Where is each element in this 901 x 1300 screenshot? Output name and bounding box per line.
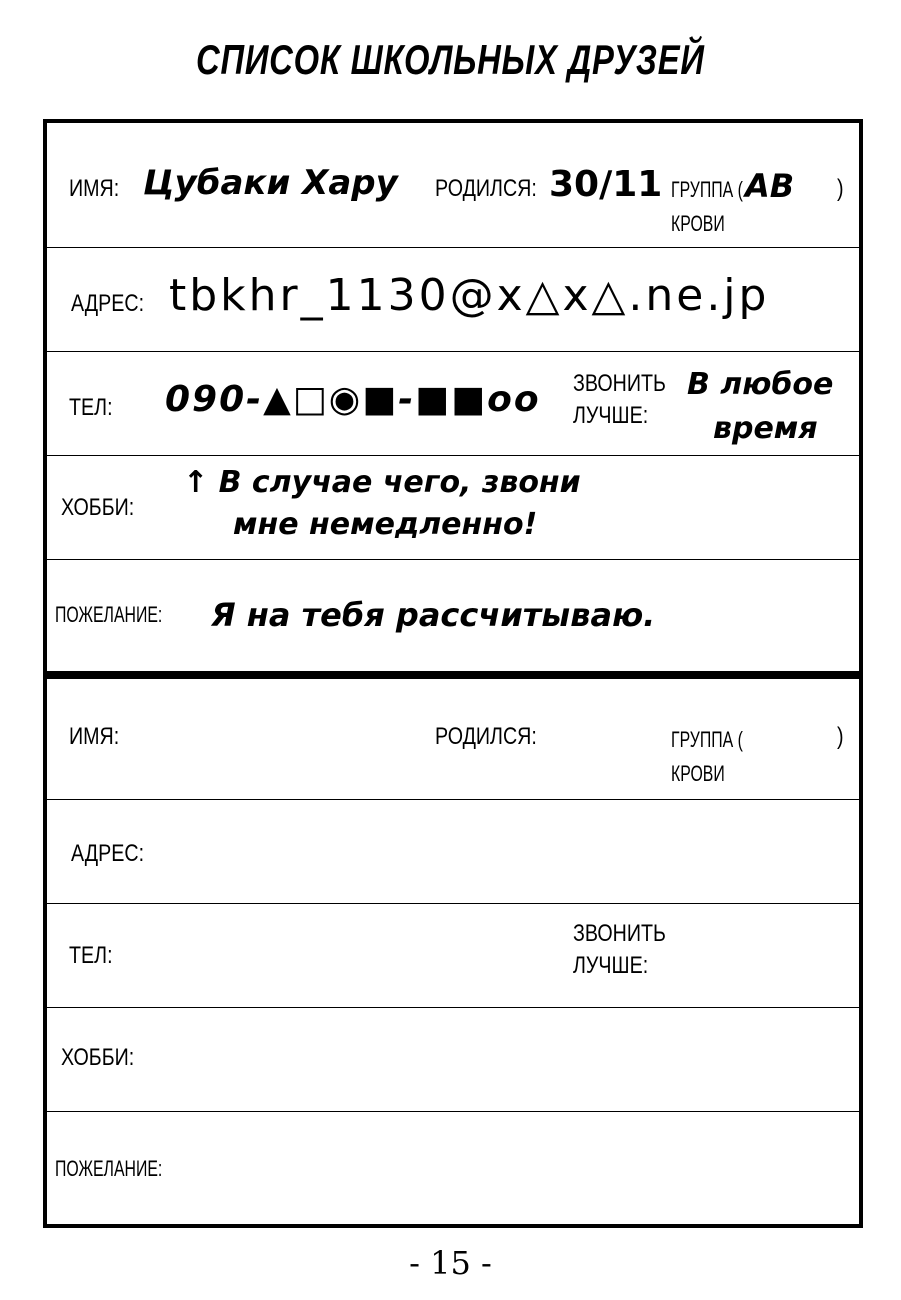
blood-label-second: КРОВИ	[671, 761, 725, 786]
page-title: СПИСОК ШКОЛЬНЫХ ДРУЗЕЙ	[196, 36, 705, 83]
born-label: РОДИЛСЯ:	[435, 723, 537, 750]
hobby-value-line1: ↑ В случае чего, звони	[183, 465, 581, 500]
wish-label: ПОЖЕЛАНИЕ:	[55, 602, 163, 627]
born-label: РОДИЛСЯ:	[435, 175, 537, 202]
row-address	[47, 247, 859, 352]
row-phone-blank	[47, 903, 859, 1008]
phone-value: 090-▲□◉■-■■oo	[165, 379, 541, 420]
address-value: tbkhr_1130@x△x△.ne.jp	[169, 270, 770, 321]
call-time-line2: время	[713, 411, 818, 446]
blood-close: )	[837, 175, 844, 202]
blood-label-second: КРОВИ	[671, 211, 725, 236]
row-address-blank	[47, 799, 859, 904]
address-label: АДРЕС:	[71, 290, 145, 317]
name-label: ИМЯ:	[69, 175, 120, 202]
row-wish-blank	[47, 1111, 859, 1225]
address-label: АДРЕС:	[71, 840, 145, 867]
phone-label: ТЕЛ:	[69, 942, 113, 969]
hobby-label: ХОББИ:	[61, 1044, 135, 1071]
call-label-line1: ЗВОНИТЬ	[573, 920, 666, 947]
row-name	[47, 123, 859, 247]
phone-label: ТЕЛ:	[69, 394, 113, 421]
friend-card-blank	[43, 675, 863, 1228]
hobby-value-line2: мне немедленно!	[233, 507, 538, 542]
call-time-line1: В любое	[687, 367, 834, 402]
friend-card-filled	[43, 119, 863, 675]
hobby-label: ХОББИ:	[61, 494, 135, 521]
row-wish	[47, 559, 859, 672]
wish-value: Я на тебя рассчитываю.	[211, 596, 656, 634]
row-hobby	[47, 455, 859, 560]
born-value: 30/11	[549, 164, 663, 205]
blood-value: AB	[745, 167, 795, 205]
blood-label: ГРУППА (	[671, 727, 743, 752]
call-label-line1: ЗВОНИТЬ	[573, 370, 666, 397]
name-value: Цубаки Хару	[143, 163, 398, 203]
row-hobby-blank	[47, 1007, 859, 1112]
call-label-line2: ЛУЧШЕ:	[573, 402, 649, 429]
blood-close: )	[837, 723, 844, 750]
page-number: - 15 -	[409, 1244, 492, 1282]
name-label: ИМЯ:	[69, 723, 120, 750]
row-name-blank	[47, 679, 859, 799]
wish-label: ПОЖЕЛАНИЕ:	[55, 1156, 163, 1181]
row-phone	[47, 351, 859, 456]
blood-label: ГРУППА (	[671, 177, 743, 202]
call-label-line2: ЛУЧШЕ:	[573, 952, 649, 979]
